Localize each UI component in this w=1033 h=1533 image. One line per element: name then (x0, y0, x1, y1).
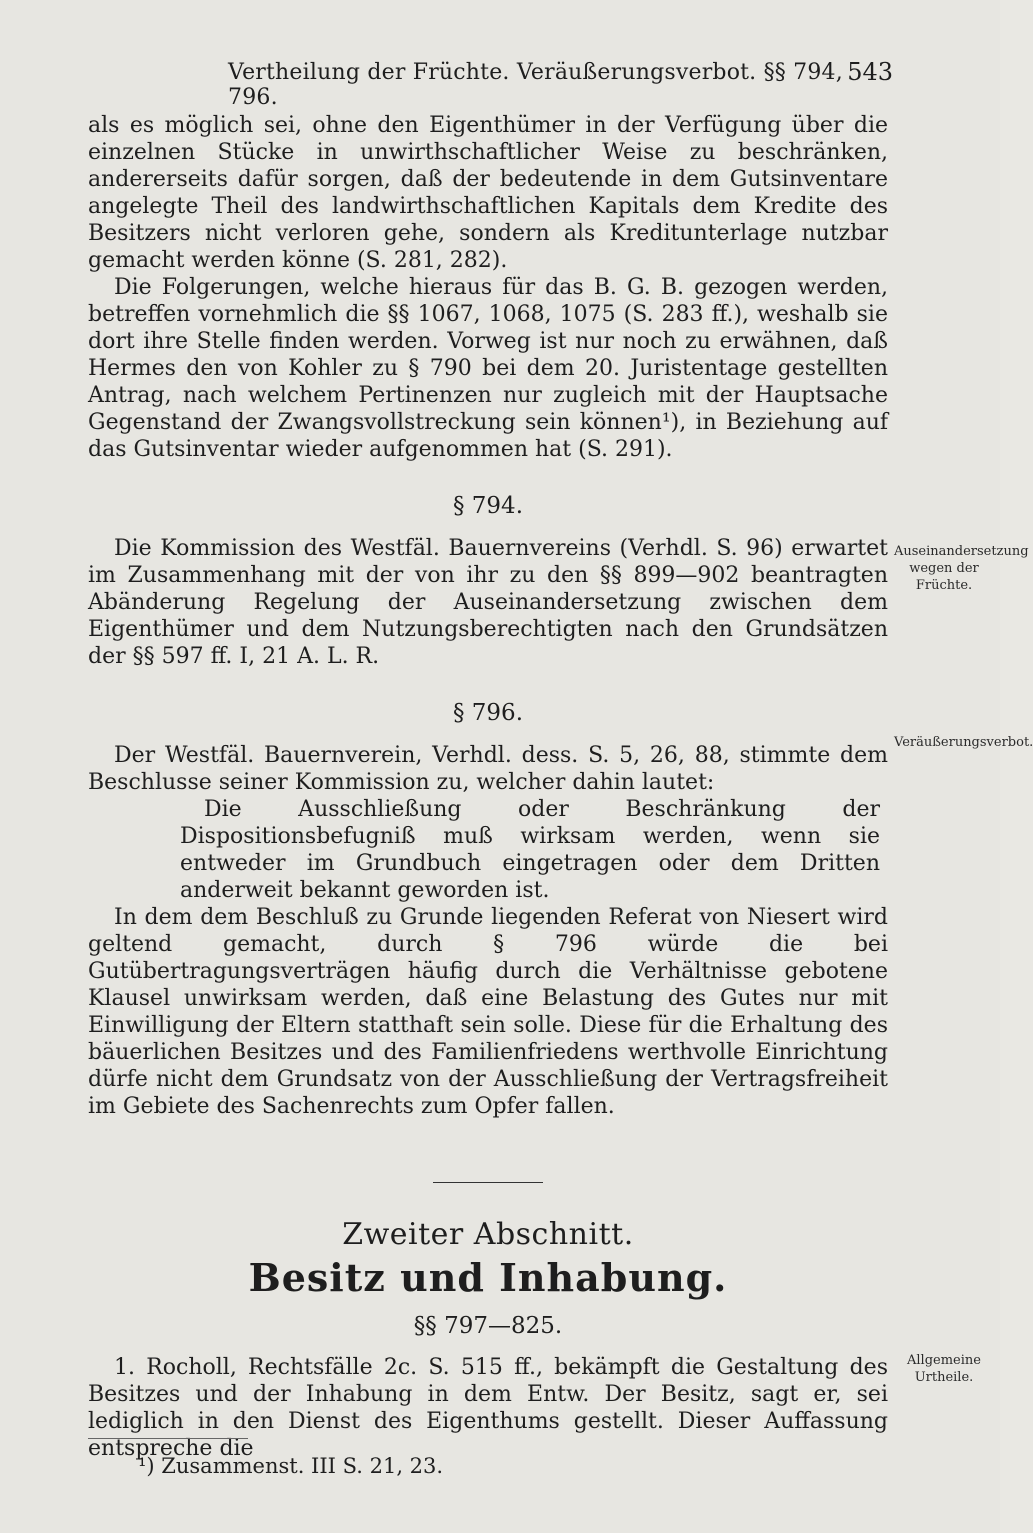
quotation (180, 796, 880, 904)
margin-note-veraeusserungsverbot: Veräußerungsverbot. (894, 735, 1033, 750)
paragraph-2: Die Folgerungen, welche hieraus für das B. G. B. gezogen werden, betreffen vornehmlich die §§ 1067, 1068, 1075 (S. 283 ff.), weshalb sie dort ihre Stelle finden werden. Vorweg ist nur noch zu erwähnen, daß Hermes den von Kohler zu § 790 bei dem 20. Juristentage gestellten Antrag, nach welchem Pertinenzen nur zugleich mit der Hauptsache Gegenstand der Zwangsvollstreckung sein können¹), in Beziehung auf das Gutsinventar wieder aufgenommen hat (S. 291). (88, 275, 888, 462)
paragraph-1: als es möglich sei, ohne den Eigenthümer in der Verfügung über die einzelnen Stücke in unwirthschaftlicher Weise zu beschränken, andererseits dafür sorgen, daß der bedeutende in dem Gutsinventare angelegte Theil des landwirthschaftlichen Kapitals dem Kredite des Besitzers nicht verloren gehe, sondern als Kreditunterlage nutzbar gemacht werden könne (S. 281, 282). (88, 113, 888, 273)
section-heading-794: § 794. (452, 493, 524, 519)
paragraph-3: Die Kommission des Westfäl. Bauernvereins (Verhdl. S. 96) erwartet im Zusammenhang mit der von ihr zu den §§ 899—902 beantragten Abänderung Regelung der Auseinandersetzung zwischen dem Eigenthümer und dem Nutzungsberechtigten nach den Grundsätzen der §§ 597 ff. I, 21 A. L. R. (88, 536, 888, 669)
chapter-title: Zweiter Abschnitt. (342, 1217, 634, 1252)
paragraph-5: In dem dem Beschluß zu Grunde liegenden Referat von Niesert wird geltend gemacht, durch § 796 würde die bei Gutübertragungsverträgen häufig durch die Verhältnisse gebotene Klausel unwirksam werden, daß eine Belastung des Gutes nur mit Einwilligung der Eltern statthaft sein solle. Diese für die Erhaltung des bäuerlichen Besitzes und des Familienfriedens werthvolle Einrichtung dürfe nicht dem Grundsatz von der Ausschließung der Vertragsfreiheit im Gebiete des Sachenrechts zum Opfer fallen. (88, 905, 888, 1119)
running-title: Vertheilung der Früchte. Veräußerungsverbot. §§ 794, 796. (228, 60, 843, 110)
footnote-divider (88, 1438, 248, 1439)
section-heading-796: § 796. (452, 700, 524, 726)
paragraph-6: 1. Rocholl, Rechtsfälle 2c. S. 515 ff., bekämpft die Gestaltung des Besitzes und der Inhabung in dem Entw. Der Besitz, sagt er, sei lediglich in den Dienst des Eigenthums gestellt. Dieser Auffassung entspreche die (88, 1355, 888, 1461)
main-text (88, 112, 888, 1462)
quotation-text: Die Ausschließung oder Beschränkung der Dispositionsbefugniß muß wirksam werden, wenn sie entweder im Grundbuch eingetragen oder dem Dritten anderweit bekannt geworden ist. (180, 797, 880, 903)
section-divider (433, 1182, 543, 1183)
page-header (88, 56, 893, 110)
margin-note-allgemeine-urtheile: Allgemeine Urtheile. (907, 1353, 981, 1385)
paragraph-4: Der Westfäl. Bauernverein, Verhdl. dess. S. 5, 26, 88, stimmte dem Beschlusse seiner Kommission zu, welcher dahin lautet: (88, 743, 888, 795)
page-number: 543 (847, 58, 893, 86)
range-heading: §§ 797—825. (413, 1313, 563, 1339)
part-title: Besitz und Inhabung. (248, 1255, 728, 1300)
footnote: ¹) Zusammenst. III S. 21, 23. (138, 1454, 444, 1478)
margin-note-auseinandersetzung: Auseinandersetzung wegen der Früchte. (894, 544, 1029, 593)
